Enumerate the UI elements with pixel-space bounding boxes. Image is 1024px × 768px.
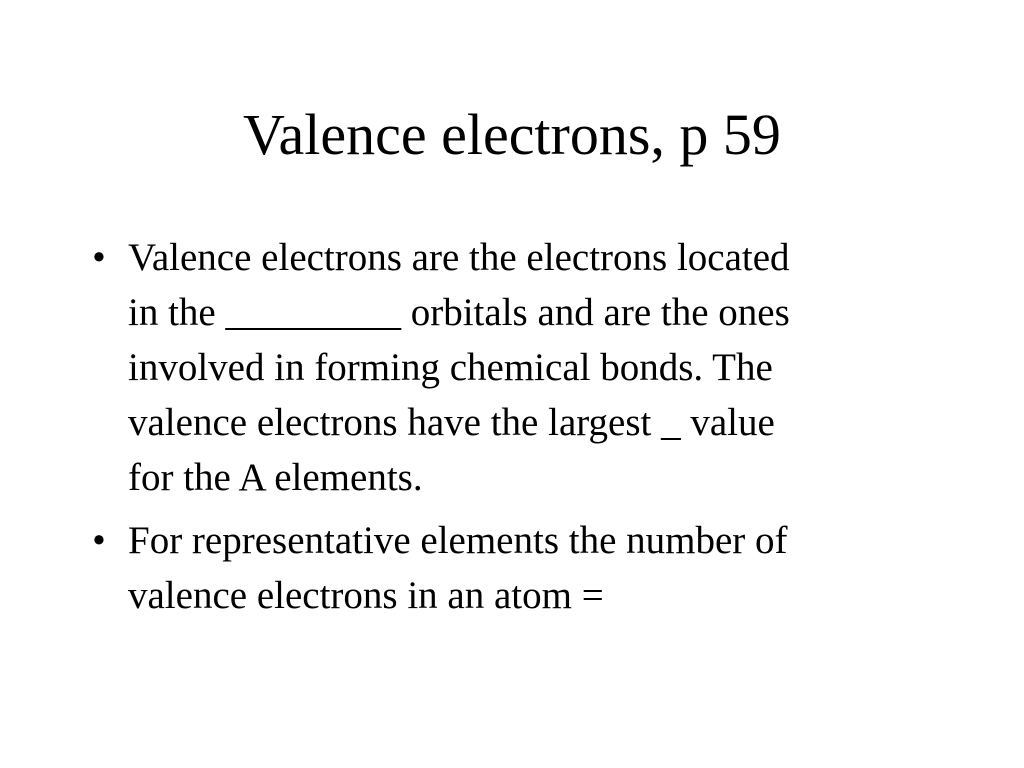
bullet-line: valence electrons have the largest _ value [128,401,775,444]
bullet-marker: • [92,236,106,279]
slide-title: Valence electrons, p 59 [243,102,781,167]
bullet-line: for the A elements. [128,456,423,499]
bullet-item [84,230,914,505]
bullet-line: Valence electrons are the electrons located [128,236,790,279]
bullet-item [84,513,914,623]
bullet-line: in the _________ orbitals and are the ones [128,291,790,334]
bullet-marker: • [92,519,106,562]
bullet-line: valence electrons in an atom = [128,574,604,617]
bullet-line: For representative elements the number of [128,519,788,562]
bullet-list [84,230,914,631]
bullet-line: involved in forming chemical bonds. The [128,346,773,389]
